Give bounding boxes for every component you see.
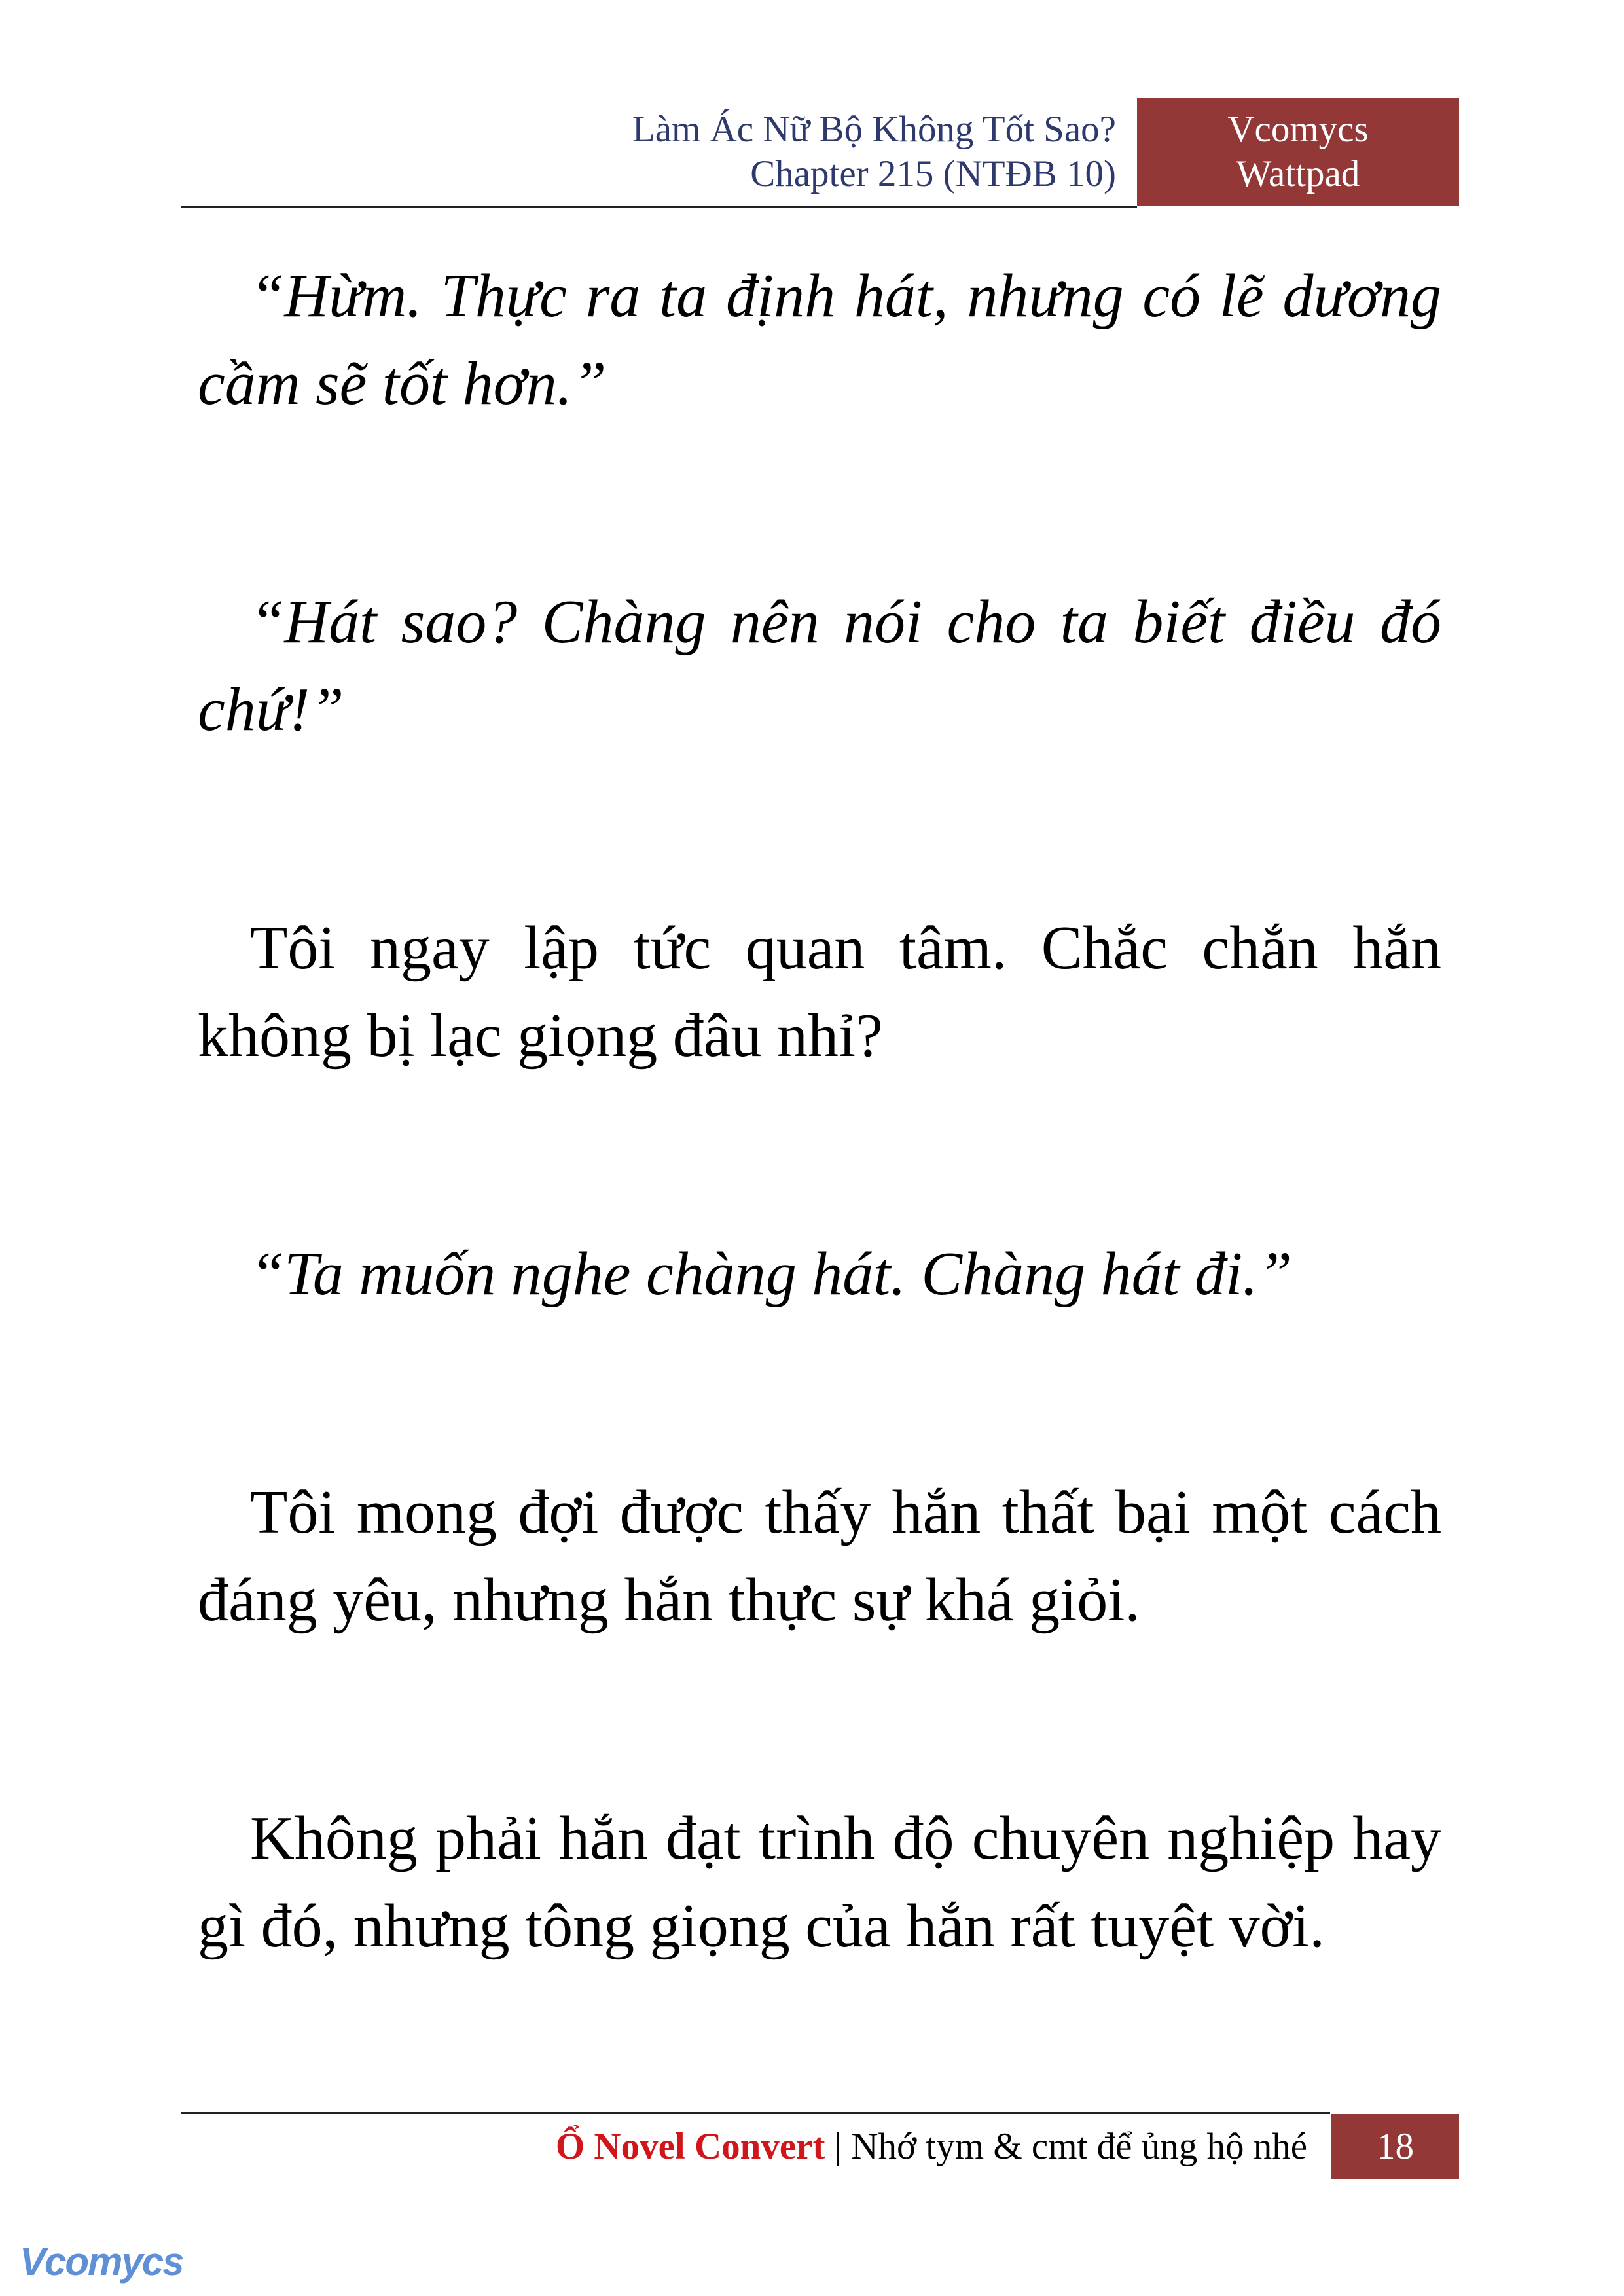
header-titles: [181, 98, 1124, 206]
site-name: Vcomycs: [1227, 109, 1369, 150]
paragraph-1: “Hừm. Thực ra ta định hát, nhưng có lẽ dương cầm sẽ tốt hơn.”: [198, 262, 1441, 418]
chapter-title: Chapter 215 (NTĐB 10): [750, 153, 1116, 194]
footer-text: [556, 2114, 1307, 2179]
paragraph-6: Không phải hắn đạt trình độ chuyên nghiệp hay gì đó, nhưng tông giọng của hắn rất tuyệt vời.: [198, 1804, 1441, 1960]
book-title: Làm Ác Nữ Bộ Không Tốt Sao?: [632, 109, 1116, 150]
page-header: [181, 98, 1459, 206]
paragraph-3: Tôi ngay lập tức quan tâm. Chắc chắn hắn không bị lạc giọng đâu nhỉ?: [198, 914, 1441, 1070]
header-divider: [181, 206, 1137, 208]
footer-brand: Ổ Novel Convert: [555, 2126, 825, 2167]
footer-separator: |: [825, 2126, 852, 2167]
page-number: 18: [1331, 2114, 1459, 2179]
paragraph-5: Tôi mong đợi được thấy hắn thất bại một cách đáng yêu, nhưng hắn thực sự khá giỏi.: [198, 1478, 1441, 1634]
paragraph-4: “Ta muốn nghe chàng hát. Chàng hát đi.”: [250, 1240, 1293, 1308]
footer-message: Nhớ tym & cmt để ủng hộ nhé: [851, 2126, 1307, 2167]
page-footer: [181, 2114, 1459, 2179]
site-badge: [1137, 98, 1459, 206]
watermark-logo: Vcomycs: [20, 2240, 183, 2284]
paragraph-2: “Hát sao? Chàng nên nói cho ta biết điều đó chứ!”: [198, 588, 1441, 744]
platform-name: Wattpad: [1236, 153, 1360, 194]
page-body: [198, 252, 1441, 2121]
